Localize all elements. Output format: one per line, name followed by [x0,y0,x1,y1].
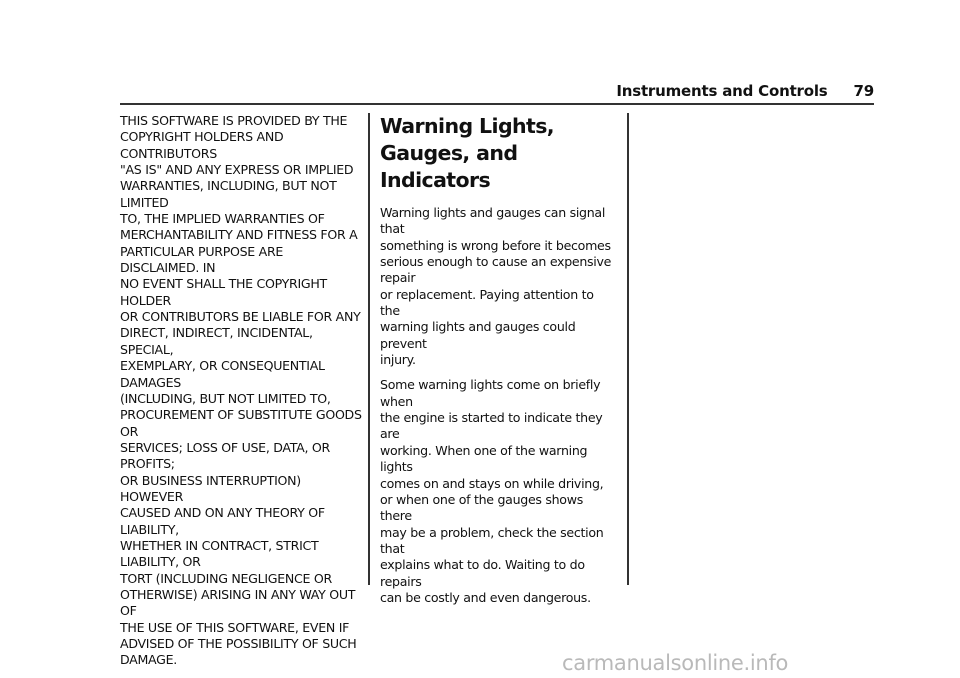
text-line: or replacement. Paying attention to the [380,286,594,319]
text-line: MERCHANTABILITY AND FITNESS FOR A [120,227,358,243]
heading-line: Indicators [380,168,491,192]
text-line: warning lights and gauges could prevent [380,319,576,351]
text-line: TO, THE IMPLIED WARRANTIES OF [120,211,325,227]
text-line: "AS IS" AND ANY EXPRESS OR IMPLIED [120,162,354,178]
section-title: Instruments and Controls [616,82,828,100]
text-line: THIS SOFTWARE IS PROVIDED BY THE [120,113,348,128]
section-heading [380,113,616,194]
body-paragraph [380,205,616,368]
text-line: Warning lights and gauges can signal that [380,205,606,237]
column-divider [627,113,629,585]
heading-line: Warning Lights, Gauges, and [380,114,554,165]
text-line: can be costly and even dangerous. [380,589,591,605]
page-number: 79 [853,82,874,100]
text-line: serious enough to cause an expensive repair [380,254,612,286]
warning-lights-column [380,113,616,615]
text-line: ADVISED OF THE POSSIBILITY OF SUCH [120,636,357,651]
text-line: WHETHER IN CONTRACT, STRICT LIABILITY, OR [120,537,319,570]
text-line: SERVICES; LOSS OF USE, DATA, OR PROFITS; [120,439,330,472]
text-line: injury. [380,352,416,368]
column-divider [368,113,370,585]
license-text-column [120,113,364,678]
text-line: PROCUREMENT OF SUBSTITUTE GOODS OR [120,407,362,439]
text-line: working. When one of the warning lights [380,442,588,475]
text-line: may be a problem, check the section that [380,524,604,556]
text-line: PARTICULAR PURPOSE ARE DISCLAIMED. IN [120,243,284,276]
text-line: WARRANTIES, INCLUDING, BUT NOT LIMITED [120,178,337,210]
text-line: or when one of the gauges shows there [380,491,583,524]
text-line: OTHERWISE) ARISING IN ANY WAY OUT OF [120,586,356,619]
text-line: DAMAGE. [120,652,177,668]
text-line: CAUSED AND ON ANY THEORY OF LIABILITY, [120,505,325,537]
text-line: Some warning lights come on briefly when [380,377,601,409]
body-paragraph [380,377,616,606]
text-line: OR CONTRIBUTORS BE LIABLE FOR ANY [120,309,361,325]
watermark: carmanualsonline.info [562,651,789,675]
text-line: explains what to do. Waiting to do repairs [380,557,585,589]
text-line: DIRECT, INDIRECT, INCIDENTAL, SPECIAL, [120,325,313,357]
text-line: comes on and stays on while driving, [380,475,604,491]
running-header [616,82,874,100]
text-line: THE USE OF THIS SOFTWARE, EVEN IF [120,619,350,635]
header-rule [120,103,874,105]
text-line: EXEMPLARY, OR CONSEQUENTIAL DAMAGES [120,358,325,390]
text-line: the engine is started to indicate they are [380,410,603,442]
license-paragraph [120,113,364,669]
text-line: (INCLUDING, BUT NOT LIMITED TO, [120,390,331,406]
text-line: NO EVENT SHALL THE COPYRIGHT HOLDER [120,276,327,308]
text-line: TORT (INCLUDING NEGLIGENCE OR [120,570,332,586]
text-line: OR BUSINESS INTERRUPTION) HOWEVER [120,472,301,504]
text-line: COPYRIGHT HOLDERS AND CONTRIBUTORS [120,129,284,161]
text-line: something is wrong before it becomes [380,237,611,253]
